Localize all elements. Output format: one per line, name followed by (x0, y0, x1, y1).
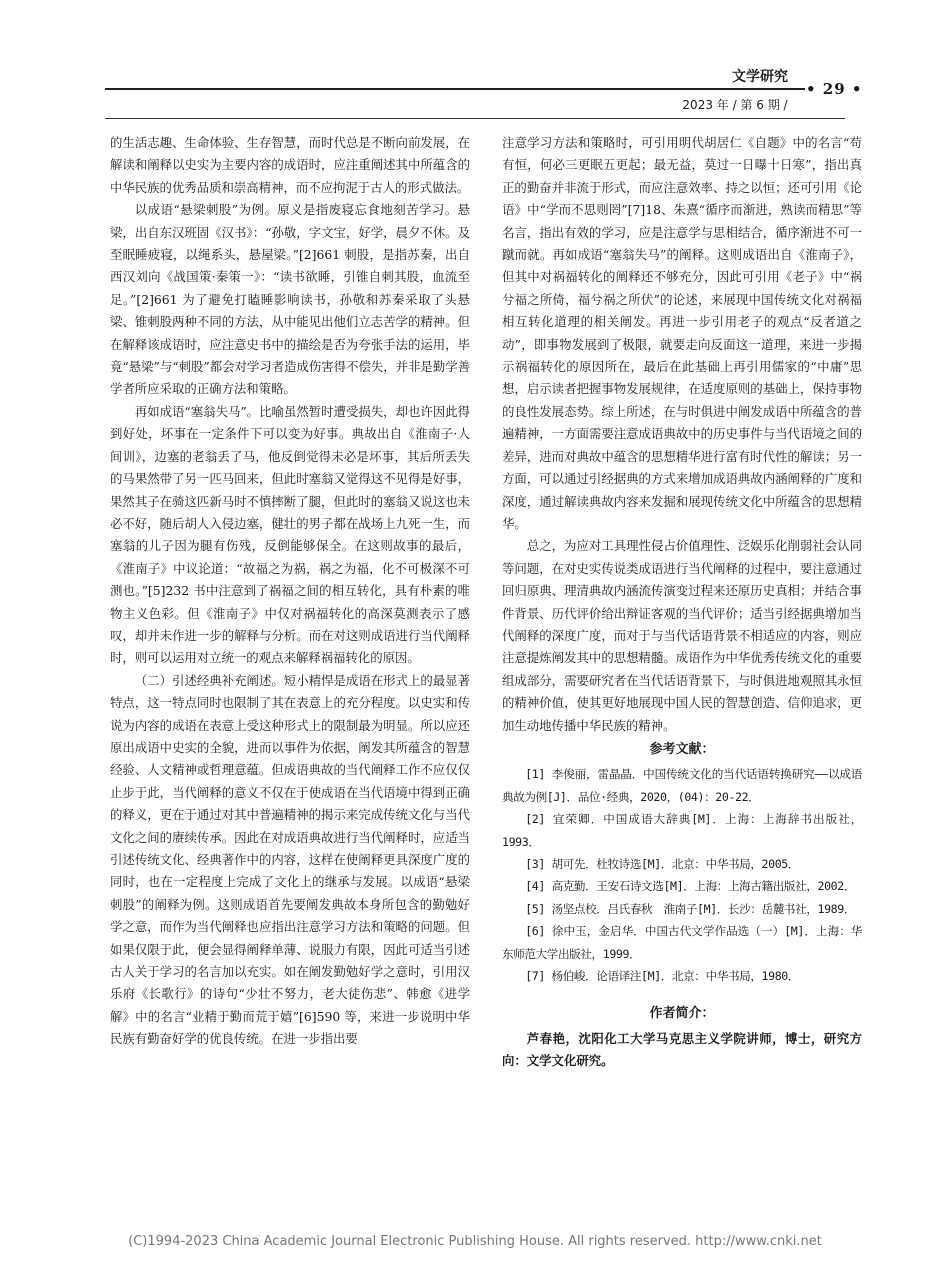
paragraph: 总之，为应对工具理性侵占价值理性、泛娱乐化削弱社会认同等问题，在对史实传说类成语进行当代阐释的过程中，要注意通过回归原典、理清典故内涵流传演变过程来还原历史真相；并结合事件背景、历代评价给出辩证客观的当代评价；适当引经据典增加当代阐释的深度广度，而对于与当代话语背景不相适应的内容，则应注意提炼阐发其中的思想精髓。成语作为中华优秀传统文化的重要组成部分，需要研究者在当代话语背景下，与时俱进地观照其永恒的精神价值，使其更好地展现中国人民的智慧创造、信仰追求，更加生动地传播中华民族的精神。 (502, 538, 862, 733)
paragraph: 以成语“悬梁刺股”为例。原义是指废寝忘食地刻苦学习。悬梁，出自东汉班固《汉书》：“孙敬，字文宝，好学，晨夕不休。及至眠睡疲寝，以绳系头，悬屋梁。”[2]661 刺股，是指苏秦，出自西汉刘向《战国策·秦策一》：“读书欲睡，引锥自刺其股，血流至足。”[2]661 为了避免打瞌睡影响读书，孙敬和苏秦采取了头悬梁、锥刺股两种不同的方法，从中能见出他们立志苦学的精神。但在解释该成语时，应注意史书中的描绘是否为夸张手法的运用，毕竟“悬梁”与“刺股”都会对学习者造成伤害得不偿失，并非是勤学善学者所应采取的正确方法和策略。 (110, 202, 470, 397)
reference-item: [6] 徐中玉，金启华．中国古代文学作品选（一）[M]．上海：华东师范大学出版社，1999． (502, 924, 862, 961)
reference-item: [3] 胡可先．杜牧诗选[M]．北京：中华书局，2005． (525, 857, 800, 871)
reference-item: [4] 高克勤．王安石诗文选[M]．上海：上海古籍出版社，2002． (525, 879, 856, 894)
copyright-footer: (C)1994-2023 China Academic Journal Electronic Publishing House. All rights reserved. http://www.cnki.net (128, 1234, 822, 1249)
references-heading: 参考文献： (649, 741, 715, 757)
header-underline (105, 118, 845, 119)
right-column (502, 132, 862, 1073)
paragraph: 的生活志趣、生命体验、生存智慧，而时代总是不断向前发展，在解读和阐释以史实为主要内容的成语时，应注重阐述其中所蕴含的中华民族的优秀品质和崇高精神，而不应拘泥于古人的形式做法。 (110, 135, 470, 195)
reference-item: [5] 汤坚点校．吕氏春秋 淮南子[M]．长沙：岳麓书社，1989． (525, 901, 856, 916)
journal-name: 文学研究 (732, 69, 788, 85)
paragraph: 注意学习方法和策略时，可引用明代胡居仁《自题》中的名言“苟有恒，何必三更眠五更起；最无益，莫过一日曝十日寒”，指出真正的勤奋并非流于形式，而应注意效率、持之以恒；还可引用《论语》中“学而不思则罔”[7]18、朱熹“循序而渐进，熟读而精思”等名言，指出有效的学习，应是注意学与思相结合，循序渐进不可一蹴而就。再如成语“塞翁失马”的阐释。这则成语出自《淮南子》，但其中对祸福转化的阐释还不够充分，因此可引用《老子》中“祸兮福之所倚，福兮祸之所伏”的论述，来展现中国传统文化对祸福相互转化道理的相关阐发。再进一步引用老子的观点“反者道之动”，即事物发展到了极限，就要走向反面这一道理，来进一步揭示祸福转化的原因所在，最后在此基础上再引用儒家的“中庸”思想，启示读者把握事物发展规律，在适度原则的基础上，保持事物的良性发展态势。综上所述，在与时俱进中阐发成语中所蕴含的普遍精神，一方面需要注意成语典故中的历史事件与当代语境之间的差异，进而对典故中蕴含的思想精华进行富有时代性的解读；另一方面，可以通过引经据典的方式来增加成语典故内涵阐释的广度和深度，通过解读典故内容来发掘和展现传统文化中所蕴含的思想精华。 (502, 135, 862, 531)
author-bio: 芦春艳，沈阳化工大学马克思主义学院讲师，博士，研究方向：文学文化研究。 (502, 1030, 862, 1069)
page-number: • 29 • (806, 80, 863, 98)
reference-item: [1] 李俊丽，雷晶晶．中国传统文化的当代话语转换研究——以成语典故为例[J]．品位·经典，2020，(04)：20-22． (502, 767, 862, 804)
reference-item: [7] 杨伯峻．论语译注[M]．北京：中华书局，1980． (525, 969, 800, 984)
paragraph: 再如成语“塞翁失马”。比喻虽然暂时遭受损失，却也许因此得到好处，坏事在一定条件下可以变为好事。典故出自《淮南子·人间训》，边塞的老翁丢了马，他反倒觉得未必是坏事，其后所丢失的马果然带了另一匹马回来，但此时塞翁又觉得这不见得是好事，果然其子在骑这匹新马时不慎摔断了腿，但此时的塞翁又说这也未必不好，随后胡人入侵边塞，健壮的男子都在战场上九死一生，而塞翁的儿子因为腿有伤残，反倒能够保全。在这则故事的最后，《淮南子》中议论道：“故福之为祸，祸之为福，化不可极深不可测也。”[5]232 书中注意到了祸福之间的相互转化，具有朴素的唯物主义色彩。但《淮南子》中仅对祸福转化的高深莫测表示了感叹，却并未作进一步的解释与分析。而在对这则成语进行当代阐释时，则可以运用对立统一的观点来解释祸福转化的原因。 (110, 403, 470, 666)
issue-label: 2023 年 / 第 6 期 / (682, 98, 788, 112)
author-heading: 作者简介： (649, 1006, 715, 1022)
paragraph: （二）引述经典补充阐述。短小精悍是成语在形式上的最显著特点，这一特点同时也限制了其在表意上的充分程度。以史实和传说为内容的成语在表意上受这种形式上的限制最为明显。所以应还原出成语中史实的全貌，进而以事件为依据，阐发其所蕴含的智慧经验、人文精神或哲理意蕴。但成语典故的当代阐释工作不应仅仅止步于此，当代阐释的意义不仅在于使成语在当代语境中得到正确的释义，更在于通过对其中普遍精神的揭示来完成传统文化与当代文化之间的赓续传承。因此在对成语典故进行当代阐释时，应适当引述传统文化、经典著作中的内容，这样在使阐释更具深度广度的同时，也在一定程度上完成了文化上的继承与发展。以成语“悬梁刺股”的阐释为例。这则成语首先要阐发典故本身所包含的勤勉好学之意，而作为当代阐释也应指出注意学习方法和策略的问题。但如果仅限于此，便会显得阐释单薄、说服力有限，因此可适当引述古人关于学习的名言加以充实。如在阐发勤勉好学之意时，引用汉乐府《长歌行》的诗句“少壮不努力，老大徒伤悲”、韩愈《进学解》中的名言“业精于勤而荒于嬉”[6]590 等，来进一步说明中华民族有勤奋好学的优良传统。在进一步指出要 (110, 672, 470, 1047)
reference-item: [2] 宜荣卿．中国成语大辞典[M]．上海：上海辞书出版社，1993． (502, 812, 862, 849)
left-column (110, 132, 470, 1051)
header-rule (105, 88, 805, 90)
